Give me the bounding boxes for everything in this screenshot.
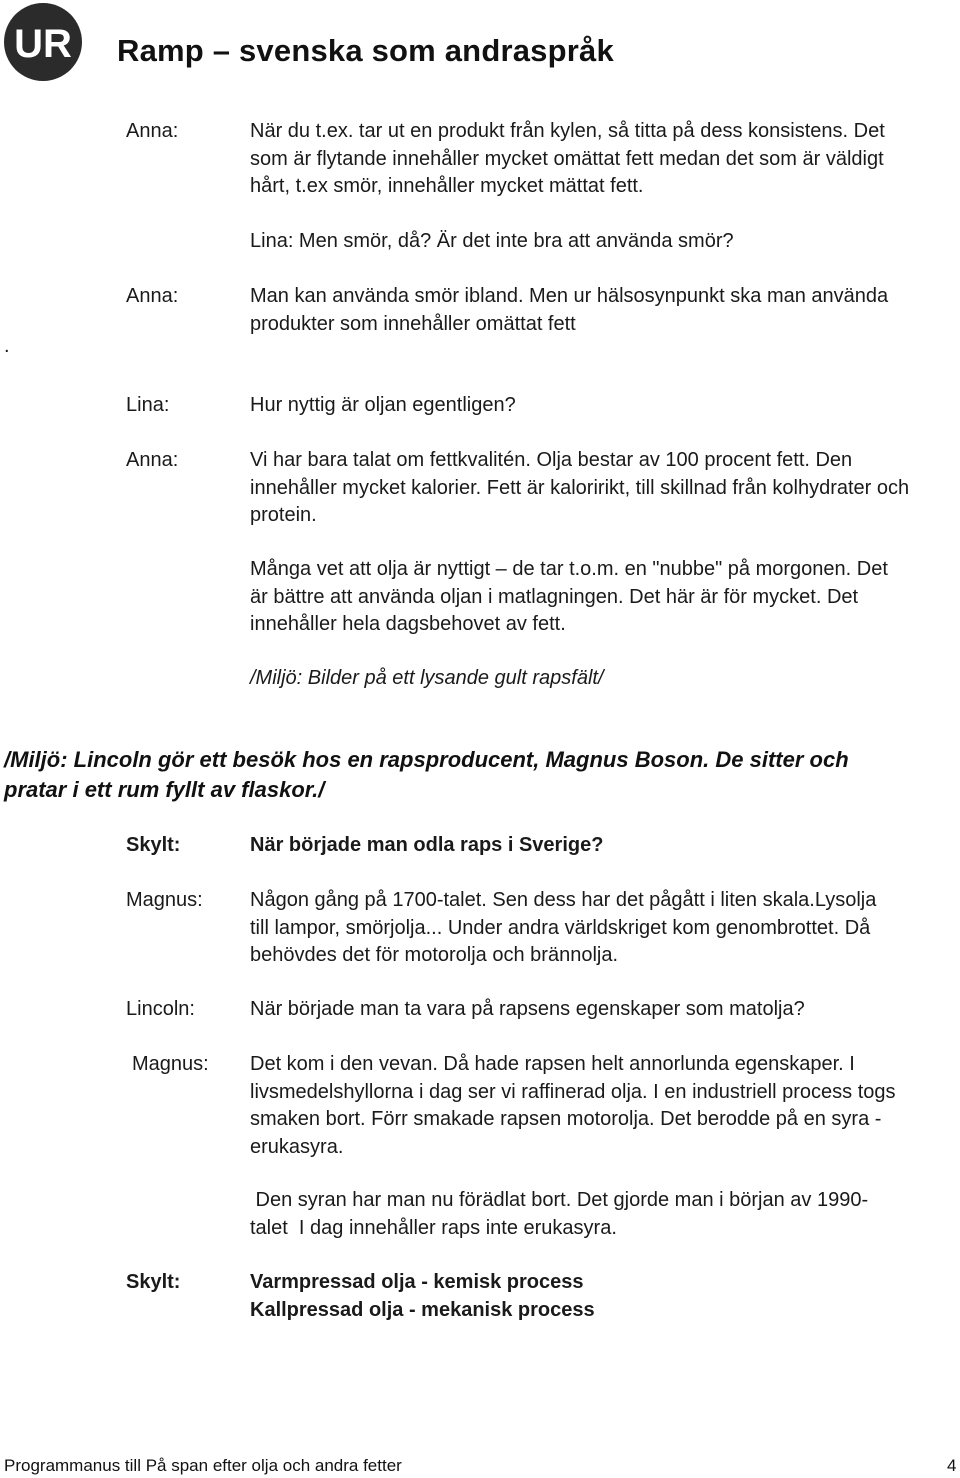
environment-direction [4,745,849,805]
dialogue-line: När du t.ex. tar ut en produkt från kylen, så titta på dess konsistens. Det [250,120,885,142]
dialogue-line: erukasyra. [250,1135,344,1158]
dialogue-line: produkter som innehåller omättat fett [250,312,576,335]
sign-text: När började man odla raps i Sverige? [250,834,604,856]
dialogue-line: Någon gång på 1700-talet. Sen dess har det pågått i liten skala.Lysolja [250,889,877,911]
dialogue-line: hårt, t.ex smör, innehåller mycket mättat fett. [250,175,644,197]
stray-marker: . [4,335,10,357]
scene-direction: /Miljö: Bilder på ett lysande gult rapsfält/ [250,667,604,689]
dialogue-line: Vi har bara talat om fettkvalitén. Olja bestar av 100 procent fett. Den [250,449,853,471]
speaker-label: Skylt: [126,1271,181,1293]
speaker-label: Magnus: [126,889,203,911]
dialogue-line: är bättre att använda oljan i matlagningen. Det här är för mycket. Det [250,585,859,608]
dialogue-line: till lampor, smörjolja... Under andra världskriget kom genombrottet. Då [250,916,871,939]
page-number: 4 [947,1456,957,1475]
speaker-label: Lina: [126,394,170,416]
dialogue-line: Det kom i den vevan. Då hade rapsen helt annorlunda egenskaper. I [250,1053,855,1075]
environment-line: /Miljö: Lincoln gör ett besök hos en rapsproducent, Magnus Boson. De sitter och [4,747,849,772]
dialogue-line: som är flytande innehåller mycket omättat fett medan det som är väldigt [250,147,884,170]
page-title: Ramp – svenska som andraspråk [117,33,614,68]
speaker-label: Lincoln: [126,998,195,1020]
dialogue-line: talet I dag innehåller raps inte erukasyra. [250,1216,617,1239]
dialogue-line: Man kan använda smör ibland. Men ur hälsosynpunkt ska man använda [250,285,889,307]
dialogue-line: Hur nyttig är oljan egentligen? [250,394,516,416]
ur-logo [4,3,82,81]
sign-text: Kallpressad olja - mekanisk process [250,1298,595,1321]
dialogue-line: Den syran har man nu förädlat bort. Det gjorde man i början av 1990- [250,1189,869,1211]
dialogue-line: innehåller mycket kalorier. Fett är kaloririkt, till skillnad från kolhydrater och [250,476,910,499]
logo-text: UR [14,22,72,66]
dialogue-line: Lina: Men smör, då? Är det inte bra att använda smör? [250,230,734,252]
dialogue-line: protein. [250,504,317,526]
environment-line: pratar i ett rum fyllt av flaskor./ [4,777,325,802]
speaker-label: Anna: [126,120,179,142]
speaker-label: Magnus: [132,1053,209,1075]
dialogue-line: behövdes det för motorolja och brännolja. [250,944,619,966]
footer-title: Programmanus till På span efter olja och andra fetter [4,1456,402,1475]
dialogue-line: livsmedelshyllorna i dag ser vi raffinerad olja. I en industriell process togs [250,1080,896,1103]
dialogue-line: smaken bort. Förr smakade rapsen motorolja. Det berodde på en syra - [250,1108,882,1130]
dialogue-line: innehåller hela dagsbehovet av fett. [250,613,566,635]
dialogue-line: Många vet att olja är nyttigt – de tar t.o.m. en "nubbe" på morgonen. Det [250,558,888,580]
ur-logo-mark [4,3,82,81]
speaker-label: Skylt: [126,834,181,856]
speaker-label: Anna: [126,449,179,471]
sign-text: Varmpressad olja - kemisk process [250,1271,584,1293]
dialogue-line: När började man ta vara på rapsens egenskaper som matolja? [250,998,805,1020]
speaker-label: Anna: [126,285,179,307]
